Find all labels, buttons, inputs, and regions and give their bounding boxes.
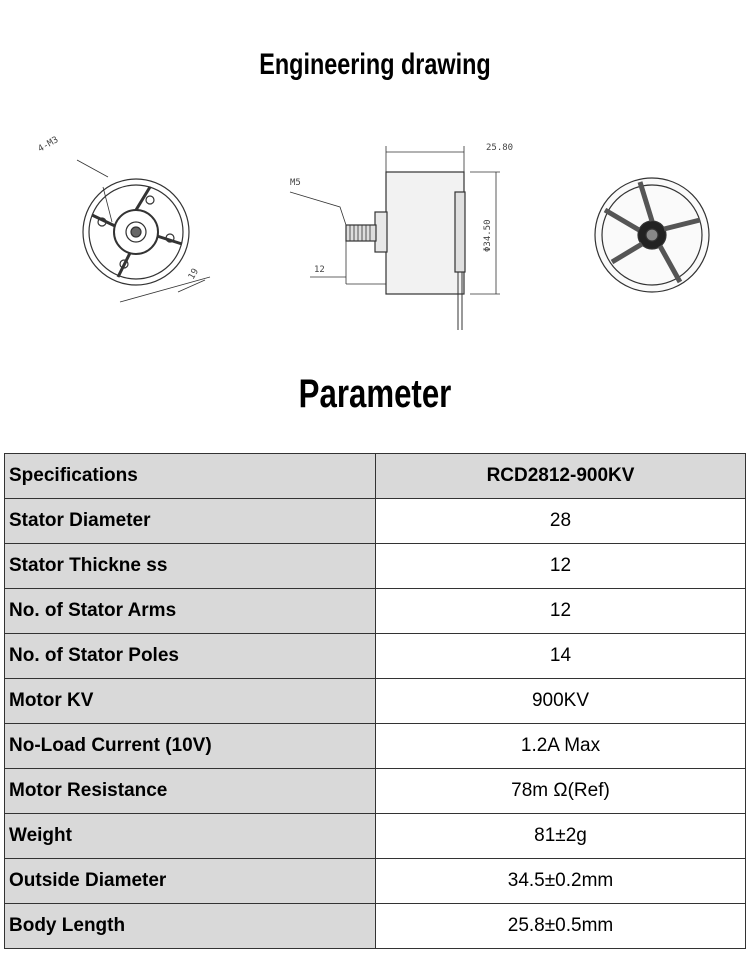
parameter-label: Specifications bbox=[5, 454, 376, 499]
engineering-drawing bbox=[0, 112, 750, 347]
parameter-value: 28 bbox=[376, 499, 746, 544]
motor-side-view bbox=[290, 146, 500, 330]
table-row bbox=[5, 634, 746, 679]
shaft-length-label: 12 bbox=[314, 265, 325, 275]
parameter-value: 1.2A Max bbox=[376, 724, 746, 769]
parameter-table bbox=[4, 453, 746, 949]
parameter-label: No. of Stator Poles bbox=[5, 634, 376, 679]
hole-spacing-label: 19 bbox=[186, 267, 202, 282]
table-row bbox=[5, 904, 746, 949]
parameter-value: 81±2g bbox=[376, 814, 746, 859]
table-row bbox=[5, 724, 746, 769]
engineering-drawing-title: Engineering drawing bbox=[259, 48, 491, 81]
parameter-value: RCD2812-900KV bbox=[376, 454, 746, 499]
parameter-value: 34.5±0.2mm bbox=[376, 859, 746, 904]
parameter-value: 900KV bbox=[376, 679, 746, 724]
parameter-label: Stator Thickne ss bbox=[5, 544, 376, 589]
motor-top-view bbox=[595, 178, 709, 292]
parameter-label: Motor KV bbox=[5, 679, 376, 724]
table-row bbox=[5, 769, 746, 814]
table-row bbox=[5, 859, 746, 904]
parameter-title: Parameter bbox=[298, 372, 452, 416]
parameter-value: 14 bbox=[376, 634, 746, 679]
screw-label: 4-M3 bbox=[36, 135, 61, 155]
table-row bbox=[5, 814, 746, 859]
shaft-thread-label: M5 bbox=[290, 178, 301, 188]
parameter-value: 12 bbox=[376, 544, 746, 589]
table-row bbox=[5, 679, 746, 724]
parameter-label: Body Length bbox=[5, 904, 376, 949]
table-header-row bbox=[5, 454, 746, 499]
parameter-label: No. of Stator Arms bbox=[5, 589, 376, 634]
parameter-label: No-Load Current (10V) bbox=[5, 724, 376, 769]
motor-base-view bbox=[77, 160, 210, 302]
parameter-label: Stator Diameter bbox=[5, 499, 376, 544]
parameter-value: 78m Ω(Ref) bbox=[376, 769, 746, 814]
parameter-label: Motor Resistance bbox=[5, 769, 376, 814]
body-length-label: 25.80 bbox=[486, 143, 514, 153]
table-row bbox=[5, 589, 746, 634]
parameter-label: Outside Diameter bbox=[5, 859, 376, 904]
parameter-value: 12 bbox=[376, 589, 746, 634]
diameter-label: Φ34.50 bbox=[483, 219, 493, 252]
parameter-value: 25.8±0.5mm bbox=[376, 904, 746, 949]
parameter-label: Weight bbox=[5, 814, 376, 859]
table-row bbox=[5, 499, 746, 544]
table-row bbox=[5, 544, 746, 589]
